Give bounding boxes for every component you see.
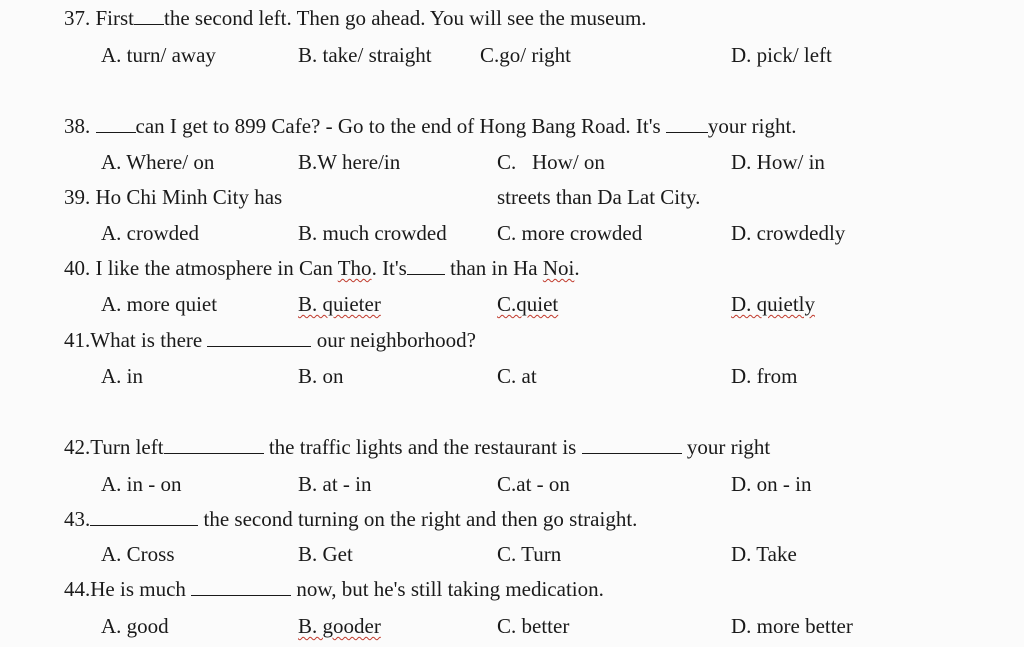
answer-blank[interactable] (666, 114, 708, 133)
option-c[interactable]: C. How/ on (497, 150, 605, 174)
question-number: 43. (64, 507, 91, 531)
question-text: our neighborhood? (316, 328, 476, 352)
option-d[interactable]: D. more better (731, 614, 853, 638)
option-b[interactable]: B. on (298, 364, 344, 388)
option-b[interactable]: B. take/ straight (298, 43, 432, 67)
question-text: First (95, 6, 135, 30)
option-text: B. gooder (298, 614, 381, 638)
question-number: 42. (64, 435, 91, 459)
option-a[interactable]: A. Where/ on (101, 150, 215, 174)
option-c[interactable]: C.go/ right (480, 43, 572, 67)
question-40 (64, 255, 580, 281)
option-d[interactable]: D. crowdedly (731, 221, 846, 245)
answer-blank[interactable] (164, 435, 264, 454)
question-text: Turn left (90, 435, 164, 459)
option-a[interactable]: A. in - on (101, 472, 182, 496)
question-38 (64, 113, 797, 139)
answer-blank[interactable] (134, 6, 164, 25)
question-number: 39. (64, 185, 91, 209)
question-text: can I get to 899 Cafe? - Go to the end of Hong Bang Road. It's (135, 114, 661, 138)
question-text: What is there (90, 328, 203, 352)
answer-blank[interactable] (191, 577, 291, 596)
option-d[interactable]: D. pick/ left (731, 43, 832, 67)
option-a[interactable]: A. good (101, 614, 169, 638)
question-number: 37. (64, 6, 91, 30)
question-number: 41. (64, 328, 91, 352)
option-b[interactable] (298, 613, 381, 639)
question-text: He is much (90, 577, 186, 601)
question-41 (64, 327, 476, 353)
option-d[interactable] (731, 291, 815, 317)
question-text: I like the atmosphere in Can (95, 256, 333, 280)
option-a[interactable]: A. more quiet (101, 292, 218, 316)
question-39 (64, 184, 282, 210)
option-a[interactable]: A. Cross (101, 542, 175, 566)
spellcheck-word: Tho (337, 256, 372, 280)
option-text: C.quiet (497, 292, 559, 316)
question-number: 38. (64, 114, 91, 138)
option-c[interactable]: C. better (497, 614, 570, 638)
option-d[interactable]: D. How/ in (731, 150, 825, 174)
question-43 (64, 506, 637, 532)
option-d[interactable]: D. Take (731, 542, 797, 566)
question-text: the traffic lights and the restaurant is (268, 435, 577, 459)
question-42 (64, 434, 770, 460)
option-a[interactable]: A. crowded (101, 221, 199, 245)
question-44 (64, 576, 604, 602)
question-text: now, but he's still taking medication. (296, 577, 604, 601)
option-b[interactable]: B. at - in (298, 472, 372, 496)
answer-blank[interactable] (407, 256, 445, 275)
question-text: your right (686, 435, 771, 459)
option-c[interactable] (497, 291, 558, 317)
option-b[interactable]: B. Get (298, 542, 353, 566)
option-c[interactable]: C. more crowded (497, 221, 643, 245)
option-d[interactable]: D. on - in (731, 472, 812, 496)
answer-blank[interactable] (90, 507, 198, 526)
answer-blank[interactable] (96, 114, 136, 133)
option-a[interactable]: A. in (101, 364, 143, 388)
option-text: B. quieter (298, 292, 381, 316)
question-number: 40. (64, 256, 91, 280)
question-text: Ho Chi Minh City has (95, 185, 283, 209)
question-39-cont: streets than Da Lat City. (497, 185, 701, 209)
option-b[interactable]: B.W here/in (298, 150, 401, 174)
option-c[interactable]: C. Turn (497, 542, 562, 566)
answer-blank[interactable] (582, 435, 682, 454)
option-d[interactable]: D. from (731, 364, 798, 388)
question-text: the second turning on the right and then go straight. (203, 507, 638, 531)
option-text: D. quietly (731, 292, 815, 316)
question-text: than in Ha (450, 256, 538, 280)
option-b[interactable]: B. much crowded (298, 221, 447, 245)
question-37 (64, 5, 647, 31)
question-text: your right. (707, 114, 797, 138)
question-text: the second left. Then go ahead. You will see the museum. (164, 6, 647, 30)
question-text: . It's (371, 256, 407, 280)
question-text: . (574, 256, 580, 280)
option-a[interactable]: A. turn/ away (101, 43, 216, 67)
option-c[interactable]: C.at - on (497, 472, 570, 496)
option-c[interactable]: C. at (497, 364, 537, 388)
spellcheck-word: Noi (542, 256, 575, 280)
question-number: 44. (64, 577, 91, 601)
option-b[interactable] (298, 291, 381, 317)
answer-blank[interactable] (207, 328, 311, 347)
